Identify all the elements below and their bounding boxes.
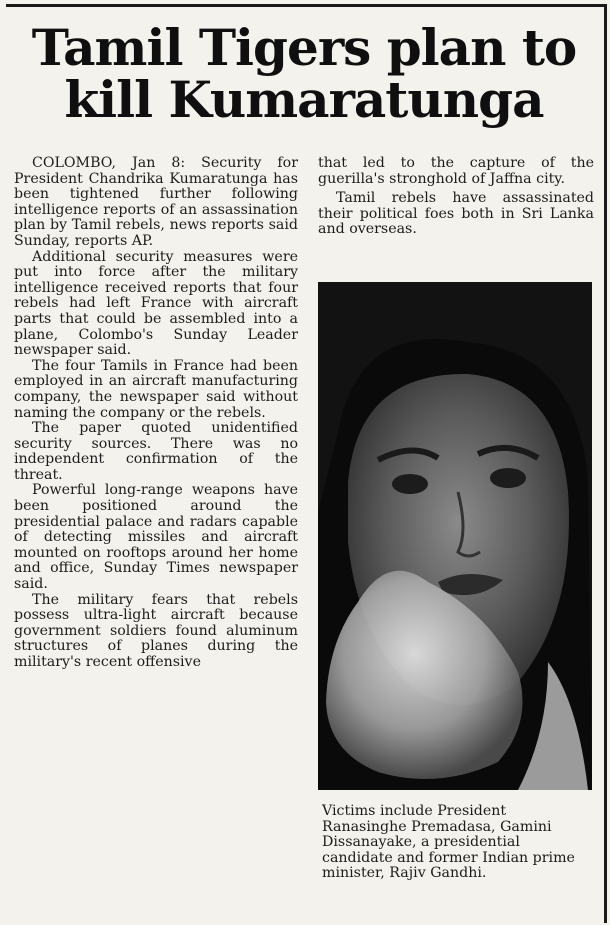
headline-line-1: Tamil Tigers plan to — [31, 18, 577, 77]
article-paragraph: Tamil rebels have assassinated their political foes both in Sri Lanka and overseas. — [318, 190, 594, 238]
article-column-right — [318, 156, 594, 238]
article-paragraph: COLOMBO, Jan 8: Security for President Chandrika Kumaratunga has been tightened further following intelligence reports of an assassination plan by Tamil rebels, news reports said Sunday, reports AP. — [14, 155, 298, 249]
article-column-left — [14, 156, 298, 671]
caption-text: Victims include President Ranasinghe Premadasa, Gamini Dissanayake, a presidential candidate and former Indian prime minister, Rajiv Gandhi. — [322, 803, 575, 882]
article-paragraph: The paper quoted unidentified security sources. There was no independent confirmation of the threat. — [14, 420, 298, 483]
portrait-photo — [318, 282, 592, 790]
article-paragraph: Powerful long-range weapons have been positioned around the presidential palace and radars capable of detecting missiles and aircraft mounted on rooftops around her home and office, Sunday Times newspaper said. — [14, 482, 298, 593]
photo-caption — [322, 804, 592, 882]
article-paragraph: Additional security measures were put into force after the military intelligence received reports that four rebels had left France with aircraft parts that could be assembled into a plane, Colombo's Sunday Leader newspaper said. — [14, 248, 298, 359]
article-continuation: that led to the capture of the guerilla's stronghold of Jaffna city. — [318, 155, 594, 187]
portrait-image — [318, 282, 592, 790]
article-paragraph: The military fears that rebels possess ultra-light aircraft because government soldiers found aluminum structures of planes during the military's recent offensive — [14, 591, 298, 670]
headline — [18, 18, 590, 129]
headline-line-2: kill Kumaratunga — [64, 70, 544, 129]
article-paragraph: The four Tamils in France had been employed in an aircraft manufacturing company, the newspaper said without naming the company or the rebels. — [14, 357, 298, 421]
